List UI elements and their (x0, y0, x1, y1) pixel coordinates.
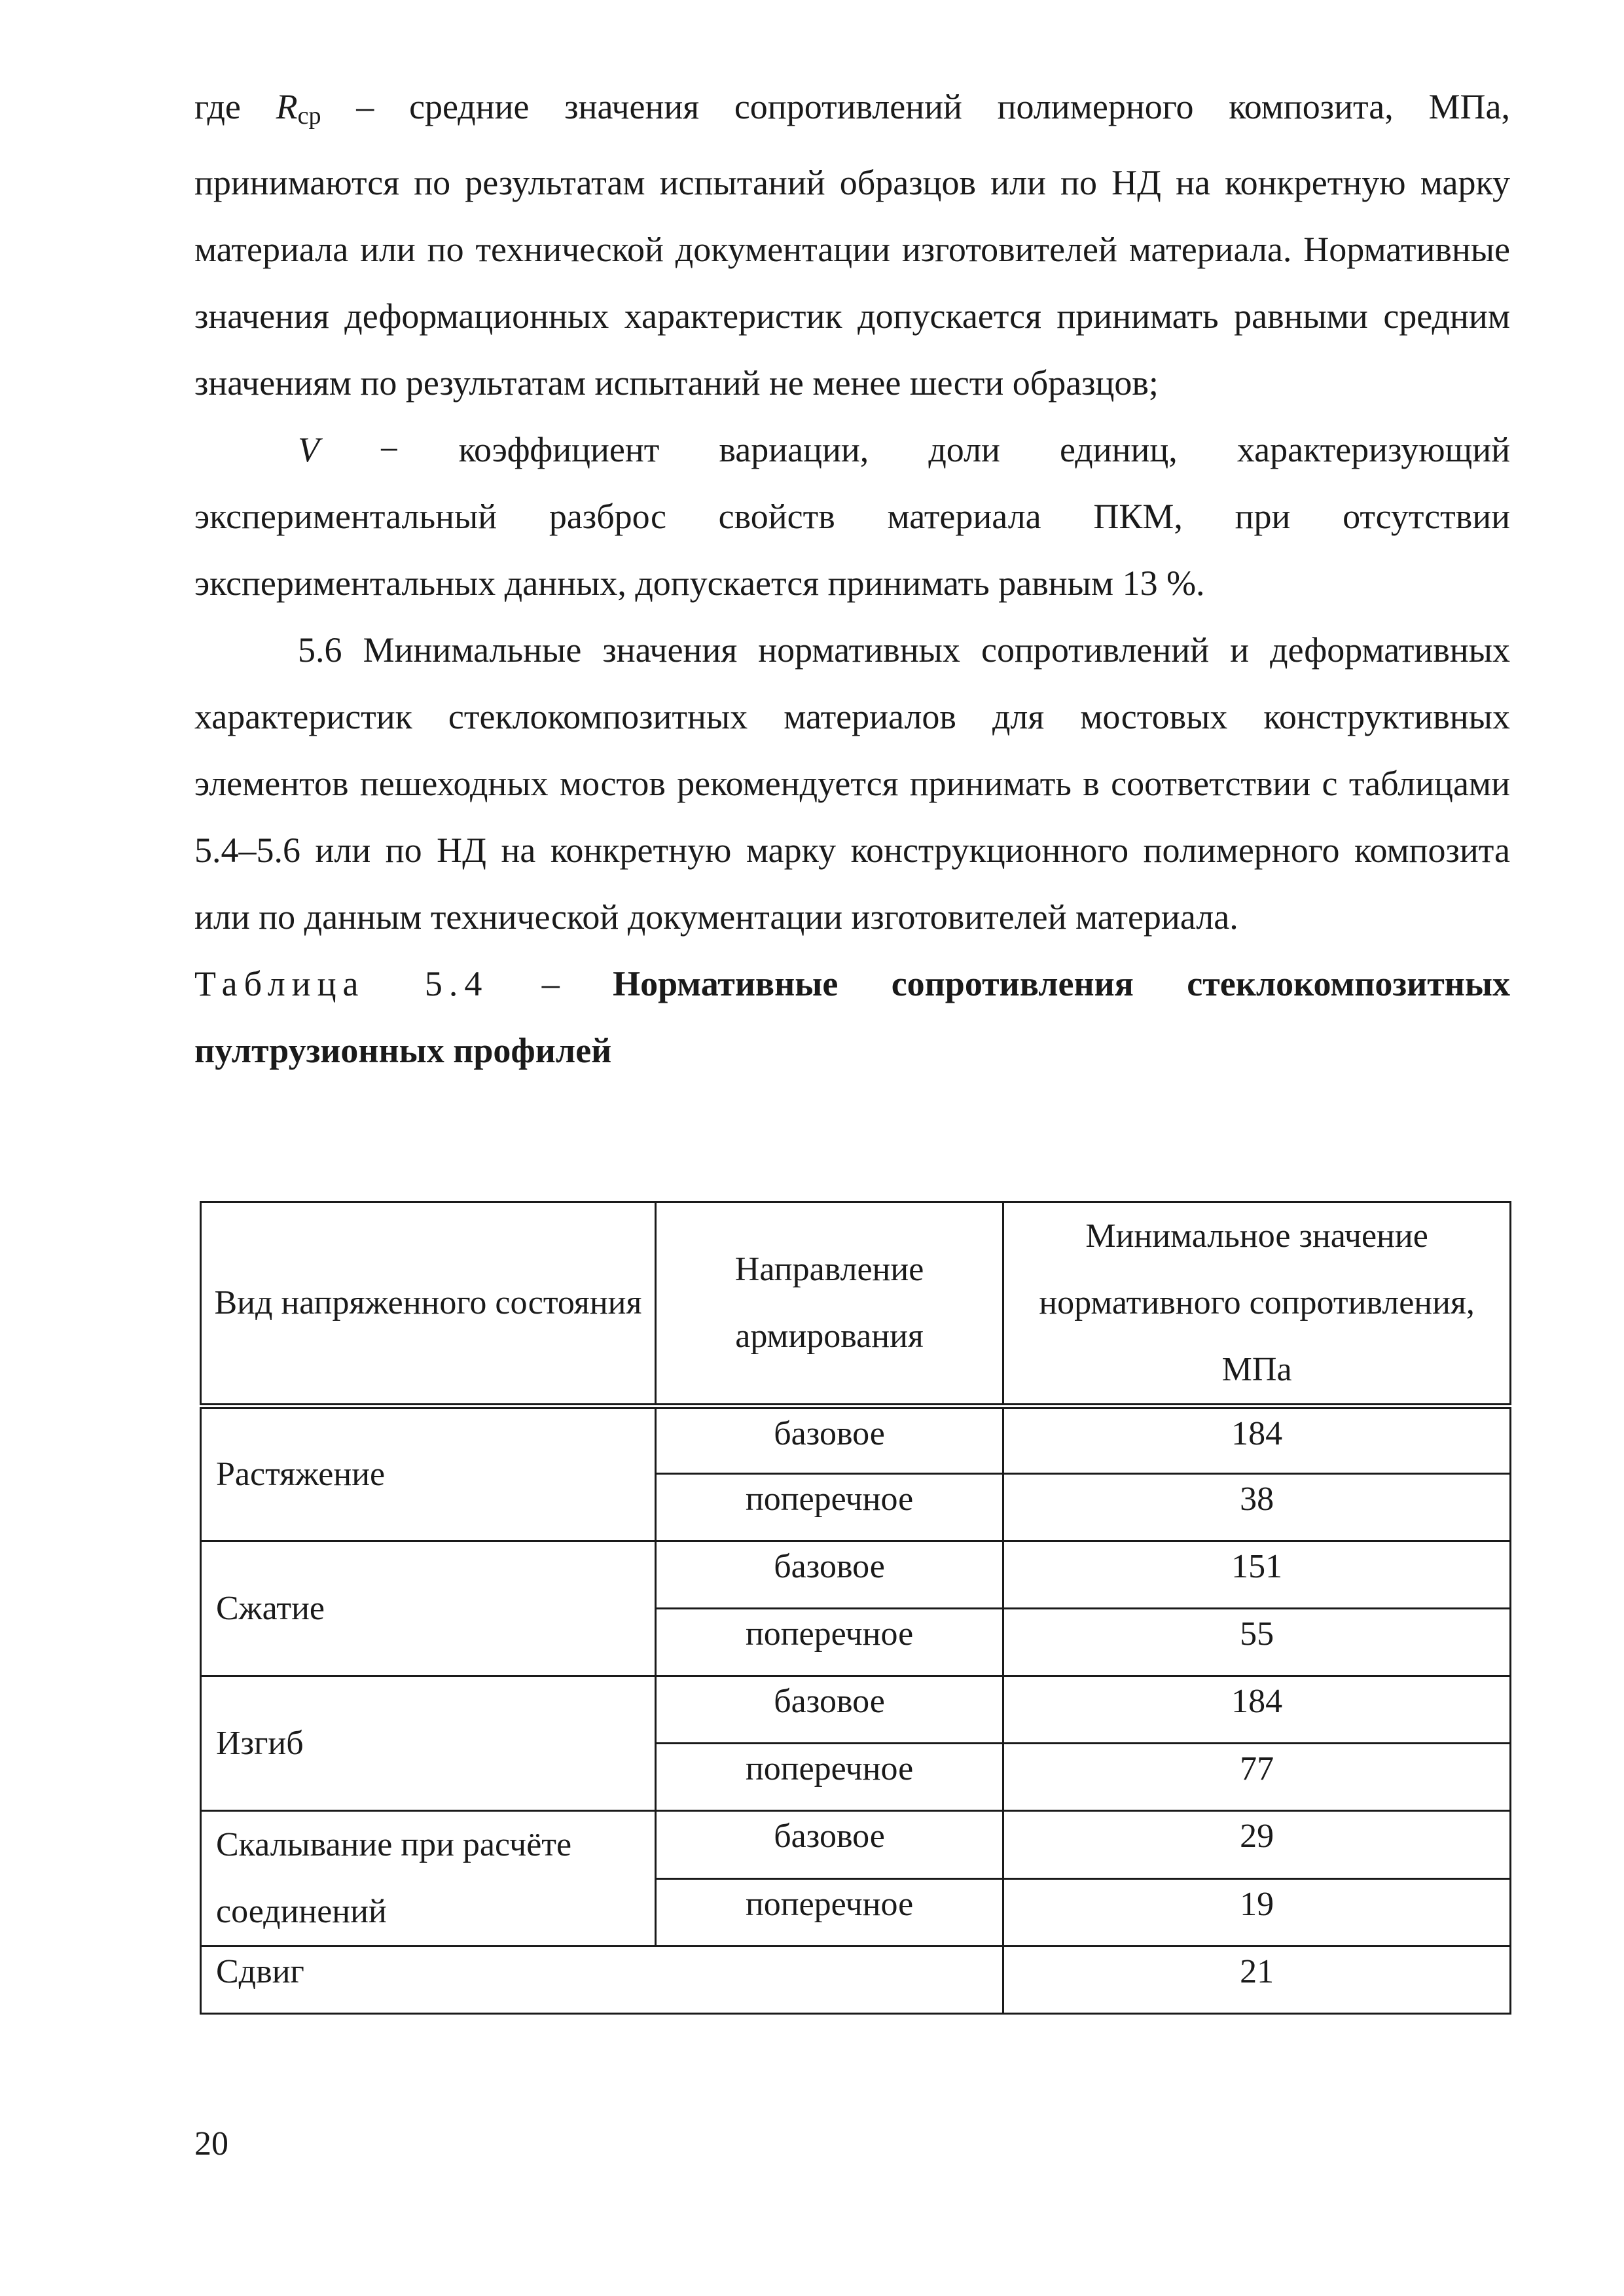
resistance-table (200, 1201, 1511, 2015)
table-row (201, 1676, 1511, 1744)
header-direction: Направление армирования (655, 1202, 1003, 1407)
cell-value: 19 (1003, 1878, 1511, 1946)
header-stress-state: Вид напряженного состояния (201, 1202, 656, 1407)
cell-state: Растяжение (201, 1407, 656, 1541)
cell-state: Изгиб (201, 1676, 656, 1811)
header-min-value: Минимальное значение нормативного сопротивления, МПа (1003, 1202, 1511, 1407)
text-prefix: где (194, 87, 276, 126)
paragraph-v-definition (194, 416, 1510, 617)
cell-direction: базовое (655, 1541, 1003, 1609)
cell-value: 184 (1003, 1676, 1511, 1744)
cell-direction: поперечное (655, 1878, 1003, 1946)
symbol-r-subscript: ср (297, 102, 321, 130)
table-caption-dash: – (488, 964, 613, 1003)
table-caption-label: Таблица 5.4 (194, 964, 489, 1003)
cell-state: Скалывание при расчёте соединений (201, 1811, 656, 1946)
page-number: 20 (194, 2125, 228, 2162)
cell-state: Сжатие (201, 1541, 656, 1676)
cell-state: Сдвиг (201, 1946, 1003, 2014)
paragraph-text: 5.6 Минимальные значения нормативных сопротивлений и деформативных характеристик стеклокомпозитных материалов для мостовых конструктивных элементов пешеходных мостов рекомендуется принимать в соответствии с таблицами 5.4–5.6 или по НД на конкретную марку конструкционного полимерного композита или по данным технической документации изготовителей материала. (194, 630, 1510, 937)
cell-value: 184 (1003, 1407, 1511, 1474)
page-body (194, 73, 1510, 1084)
paragraph-text: – средние значения сопротивлений полимерного композита, МПа, принимаются по результатам испытаний образцов или по НД на конкретную марку материала или по технической документации изготовителей материала. Нормативные значения деформационных характеристик допускается принимать равными средним значениям по результатам испытаний не менее шести образцов; (194, 87, 1511, 403)
symbol-v: V (298, 430, 319, 469)
table-row (201, 1811, 1511, 1879)
paragraph-5-6 (194, 617, 1510, 950)
cell-value: 29 (1003, 1811, 1511, 1879)
cell-direction: базовое (655, 1811, 1003, 1879)
table-row (201, 1541, 1511, 1609)
paragraph-text: − коэффициент вариации, доли единиц, характеризующий экспериментальный разброс свойств материала ПКМ, при отсутствии экспериментальных данных, допускается принимать равным 13 %. (194, 430, 1510, 603)
symbol-r: R (276, 87, 298, 126)
table-header-row (201, 1202, 1511, 1407)
paragraph-rcp-definition (194, 73, 1510, 416)
cell-direction: поперечное (655, 1744, 1003, 1811)
cell-direction: поперечное (655, 1609, 1003, 1676)
table-caption (194, 950, 1510, 1084)
cell-direction: поперечное (655, 1474, 1003, 1541)
cell-direction: базовое (655, 1407, 1003, 1474)
cell-value: 38 (1003, 1474, 1511, 1541)
cell-value: 77 (1003, 1744, 1511, 1811)
table-row (201, 1946, 1511, 2014)
cell-value: 151 (1003, 1541, 1511, 1609)
cell-value: 55 (1003, 1609, 1511, 1676)
table-row (201, 1407, 1511, 1474)
cell-value: 21 (1003, 1946, 1511, 2014)
cell-direction: базовое (655, 1676, 1003, 1744)
table-caption-title: Нормативные сопротивления стеклокомпозитных пултрузионных профилей (194, 964, 1511, 1070)
